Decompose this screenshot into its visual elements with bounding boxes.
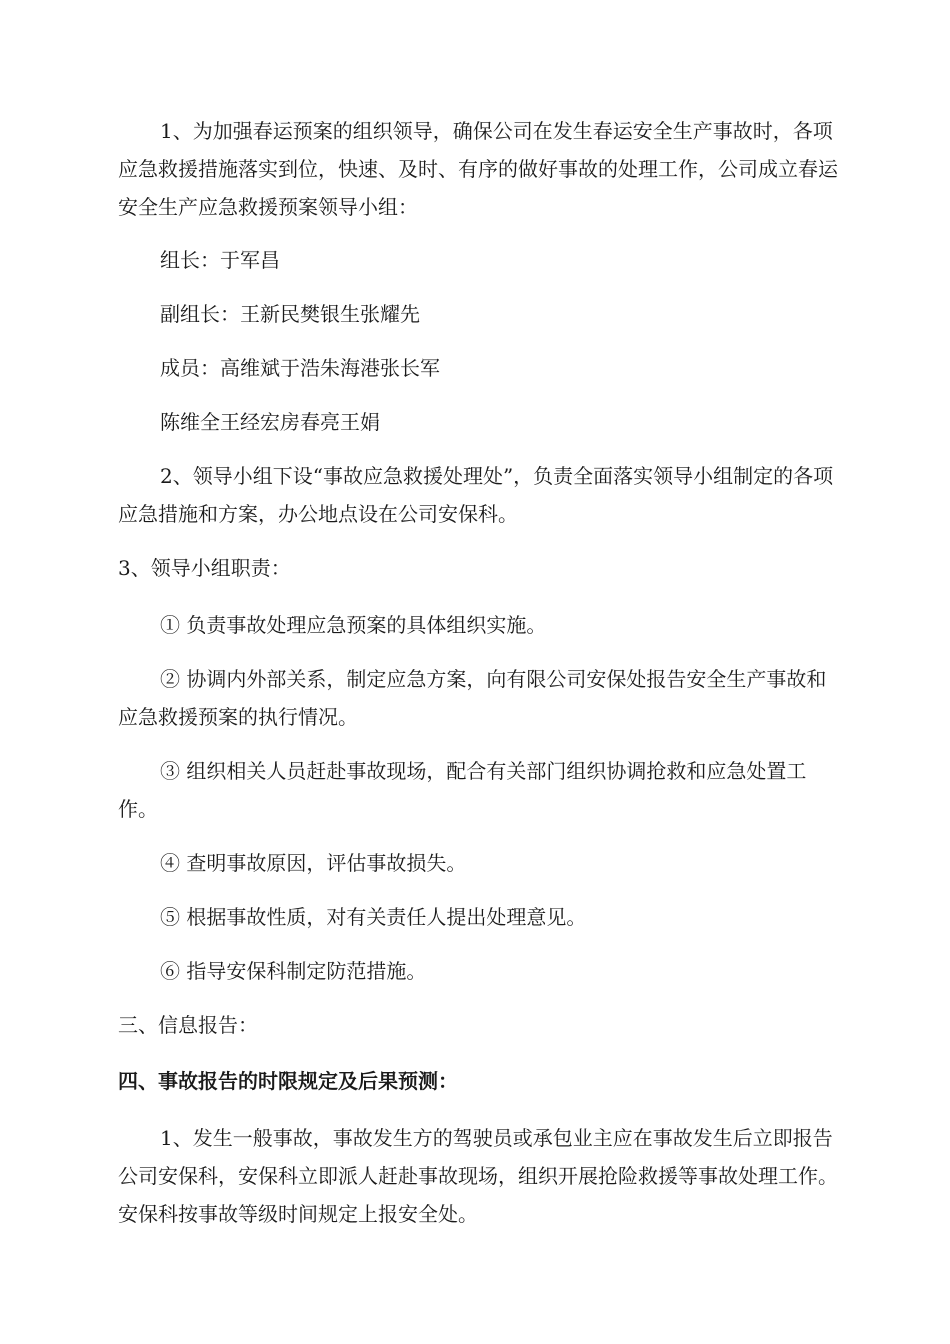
section-heading-report-time-limits: 四、事故报告的时限规定及后果预测： [118, 1069, 458, 1093]
paragraph-duty-4: ④ 查明事故原因，评估事故损失。 [160, 851, 467, 875]
paragraph-duties-heading: 3、领导小组职责： [118, 556, 291, 580]
paragraph-emergency-office: 2、领导小组下设“事故应急救援处理处”，负责全面落实领导小组制定的各项应急措施和方案，办公地点设在公司安保科。 [118, 464, 834, 526]
paragraph-duty-6: ⑥ 指导安保科制定防范措施。 [160, 959, 427, 983]
paragraph-members-continued: 陈维全王经宏房春亮王娟 [160, 410, 380, 434]
paragraph-deputy-leader: 副组长：王新民樊银生张耀先 [160, 302, 420, 326]
paragraph-duty-1: ① 负责事故处理应急预案的具体组织实施。 [160, 613, 547, 637]
section-heading-info-report: 三、信息报告： [118, 1013, 258, 1037]
paragraph-duty-2: ② 协调内外部关系，制定应急方案，向有限公司安保处报告安全生产事故和应急救援预案的执行情况。 [118, 667, 827, 729]
paragraph-duty-3: ③ 组织相关人员赶赴事故现场，配合有关部门组织协调抢救和应急处置工作。 [118, 759, 807, 821]
paragraph-members: 成员：高维斌于浩朱海港张长军 [160, 356, 440, 380]
paragraph-group-leader: 组长：于军昌 [160, 248, 280, 272]
paragraph-duty-5: ⑤ 根据事故性质，对有关责任人提出处理意见。 [160, 905, 587, 929]
paragraph-general-accident-report: 1、发生一般事故，事故发生方的驾驶员或承包业主应在事故发生后立即报告公司安保科，安保科立即派人赶赴事故现场，组织开展抢险救援等事故处理工作。安保科按事故等级时间规定上报安全处。 [118, 1126, 838, 1226]
paragraph-leadership-group: 1、为加强春运预案的组织领导，确保公司在发生春运安全生产事故时，各项应急救援措施落实到位，快速、及时、有序的做好事故的处理工作，公司成立春运安全生产应急救援预案领导小组： [118, 119, 838, 219]
